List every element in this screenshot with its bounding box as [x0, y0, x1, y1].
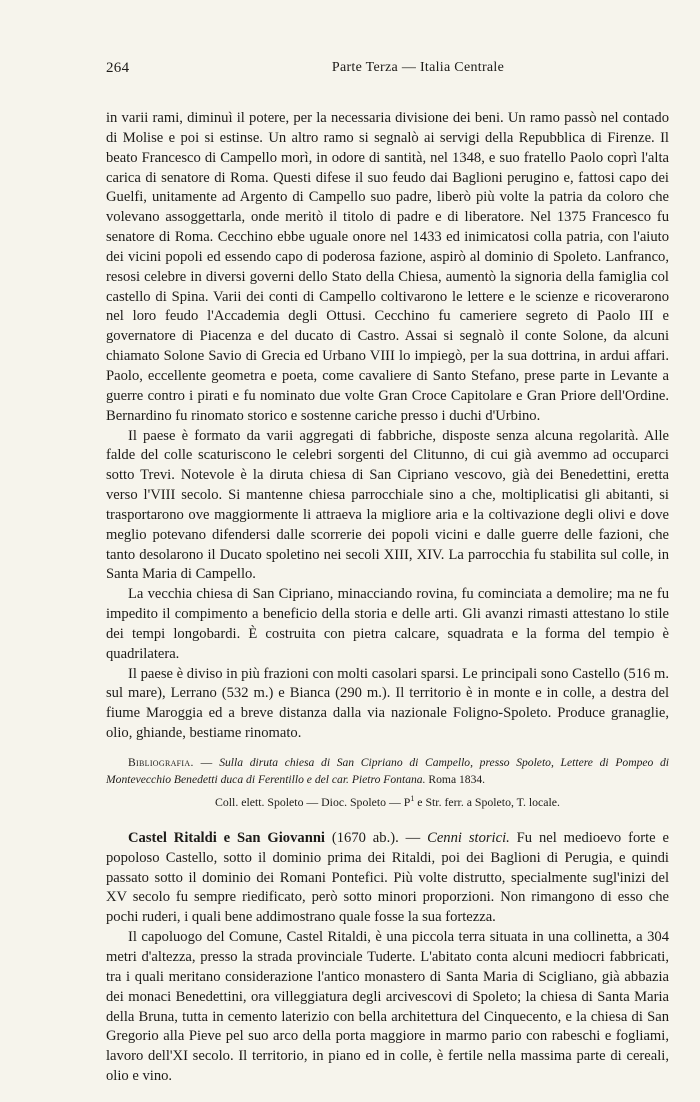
bibliography-lead: Bibliografia. —	[128, 756, 213, 769]
entry-cenni-storici: Cenni storici.	[427, 829, 510, 846]
codes-before: Coll. elett. Spoleto — Dioc. Spoleto — P	[215, 794, 411, 809]
page-body	[106, 109, 669, 1087]
running-title: Parte Terza — Italia Centrale	[331, 60, 505, 75]
administrative-codes	[106, 790, 669, 811]
codes-after: e Str. ferr. a Spoleto, T. locale.	[414, 794, 560, 809]
bibliography-tail: Roma 1834.	[428, 773, 486, 786]
paragraph-village-description: Il paese è formato da varii aggregati di fabbriche, disposte senza alcuna regolarità. Alle falde del colle scaturiscono le celebri sorgenti del Clitunno, di cui già avemmo ad occuparci sotto Trevi. Notevole è la diruta chiesa di San Cipriano vescovo, già dei Benedettini, eretta verso l'VIII secolo. Si mantenne chiesa parrocchiale sino a che, moltiplicatisi gli abitanti, si trasportarono ove maggiormente li attraeva la migliore aria e la coltivazione degli olivi e dove meglio potevano difendersi dalle scorrerie dei popoli vicini e dalle guerre delle fazioni, che tanto desolarono il Ducato spoletino nei secoli XIII, XIV. La parrocchia fu stabilita sul colle, in Santa Maria di Campello.	[106, 427, 669, 583]
entry-history-text: Fu nel medioevo forte e popoloso Castello, sotto il dominio prima dei Ritaldi, poi dei Baglioni di Perugia, e quindi passato sotto il dominio dei Romani Pontefici. Più volte distrutto, specialmente sugl'inizi del XV secolo fu sempre riedificato, però sotto minori proporzioni. Non rimangono di esso che pochi ruderi, i quali bene addimostrano quale fosse la sua fortezza.	[106, 829, 669, 926]
entry-castel-ritaldi-capoluogo: Il capoluogo del Comune, Castel Ritaldi, è una piccola terra situata in una collinetta, a 304 metri d'altezza, presso la strada provinciale Tuderte. L'abitato conta alcuni mediocri fabbricati, tra i quali meritano considerazione l'antico monastero di Santa Maria di Scigliano, già abbazia dei monaci Benedettini, ora villeggiatura degli arcivescovi di Spoleto; la chiesa di Santa Maria della Bruna, tutta in cemento laterizio con bella architettura del Cinquecento, e la chiesa di San Gregorio alla Pieve pel suo arco della porta maggiore in marmo pario con rabeschi e fogliami, lavoro dell'XI secolo. Il territorio, in piano ed in colle, è fertile nella massima parte di cereali, olio e vino.	[106, 929, 669, 1085]
bibliography-note	[106, 754, 669, 788]
page-number: 264	[106, 60, 130, 76]
paragraph-frazioni: Il paese è diviso in più frazioni con molti casolari sparsi. Le principali sono Castello (516 m. sul mare), Lerrano (532 m.) e Bianca (290 m.). Il territorio è in monte e in colle, a destra del fiume Maroggia ed a breve distanza dalla via nazionale Foligno-Spoleto. Produce granaglie, olio, ghiande, bestiame rinomato.	[106, 665, 669, 742]
entry-population: (1670 ab.). —	[325, 829, 428, 846]
entry-title: Castel Ritaldi e San Giovanni	[128, 829, 325, 846]
codes-superscript: 1	[410, 794, 415, 803]
paragraph-campello-family: in varii rami, diminuì il potere, per la necessaria divisione dei beni. Un ramo passò nel contado di Molise e poi si estinse. Un altro ramo si segnalò ai servigi della Repubblica di Firenze. Il beato Francesco di Campello morì, in odore di santità, nel 1348, e suo fratello Paolo coprì l'alta carica di senatore di Roma. Questi difese il suo feudo dai Baglioni perugino e, fattosi capo dei Guelfi, unitamente ad Argento di Campello suo padre, liberò più volte la patria da coloro che volevano assoggettarla, onde meritò il titolo di padre e di liberatore. Nel 1375 Francesco fu senatore di Roma. Cecchino ebbe uguale onore nel 1433 ed inimicatosi colla patria, con l'aiuto dei vicini popoli ed essendo capo di poderosa fazione, aspirò al dominio di Spoleto. Lanfranco, resosi celebre in diversi governi dello Stato della Chiesa, aumentò la signoria della famiglia col castello di Spina. Varii dei conti di Campello coltivarono le lettere e le scienze e ricoverarono nel loro feudo l'Accademia degli Ottusi. Cecchino fu cameriere segreto di Paolo III e governatore di Piacenza e del ducato di Castro. Assai si segnalò il conte Solone, da alcuni chiamato Solone Savio di Grecia ed Urbano VIII lo impiegò, per la sua dottrina, in ardui affari. Paolo, eccellente geometra e poeta, come cavaliere di Santo Stefano, prese parte in Levante a guerre contro i pirati e fu nominato due volte Gran Croce Capitolare e Gran Priore dell'Ordine. Bernardino fu rinomato storico e sostenne cariche presso i duchi d'Urbino.	[106, 110, 669, 424]
page-header	[106, 60, 670, 82]
entry-castel-ritaldi-history	[106, 829, 669, 928]
bibliography-title: Sulla diruta chiesa di San Cipriano di Campello, presso Spoleto, Lettere di Pompeo di Montevecchio Benedetti duca di Ferentillo e del car. Pietro Fontana.	[106, 756, 670, 786]
paragraph-san-cipriano-church: La vecchia chiesa di San Cipriano, minacciando rovina, fu cominciata a demolire; ma ne fu impedito il compimento a beneficio della storia e delle arti. Gli avanzi rimasti attestano lo stile dei tempi longobardi. È costruita con pietra calcare, squadrata e la forma del tempio è quadrilatera.	[106, 586, 669, 662]
